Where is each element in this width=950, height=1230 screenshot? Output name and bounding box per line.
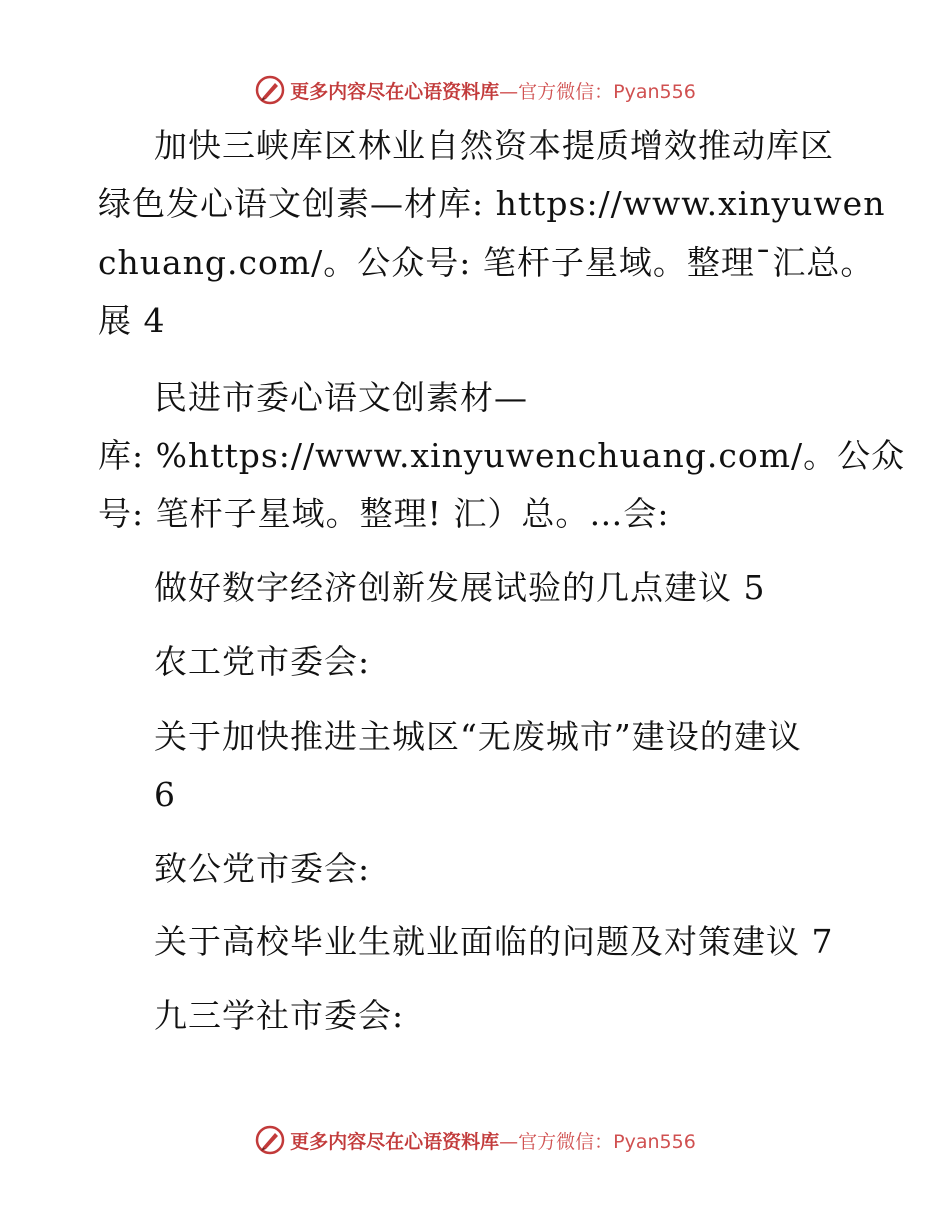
watermark-tail: —官方微信：Pyan556 [499,80,696,103]
text-line: 民进市委心语文创素材— [154,378,528,417]
pen-logo-icon [254,1124,286,1156]
text-line: 号: 笔杆子星域。整理! 汇）总。…会: [98,494,670,533]
text-line: 关于高校毕业生就业面临的问题及对策建议 7 [154,922,834,961]
text-line: 九三学社市委会: [154,996,405,1035]
pen-logo-icon [254,74,286,106]
text-line: 加快三峡库区林业自然资本提质增效推动库区 [154,126,834,165]
watermark-main: 更多内容尽在心语资料库 [290,1130,500,1153]
text-line: 展 4 [98,301,166,340]
text-line: 农工党市委会: [154,642,371,681]
text-line: chuang.com/。公众号: 笔杆子星域。整理¯汇总。 [98,243,875,282]
text-line: 6 [154,775,176,814]
watermark-text [290,77,696,104]
text-line: 库: %https://www.xinyuwenchuang.com/。公众 [98,436,906,475]
watermark-main: 更多内容尽在心语资料库 [290,80,500,103]
text-line: 绿色发心语文创素—材库: https://www.xinyuwen [98,184,886,223]
watermark-text [290,1127,696,1154]
watermark-tail: —官方微信：Pyan556 [499,1130,696,1153]
text-line: 关于加快推进主城区“无废城市”建设的建议 [154,717,802,756]
footer-watermark [0,1120,950,1160]
text-line: 致公党市委会: [154,849,371,888]
text-line: 做好数字经济创新发展试验的几点建议 5 [154,568,766,607]
header-watermark [0,70,950,110]
